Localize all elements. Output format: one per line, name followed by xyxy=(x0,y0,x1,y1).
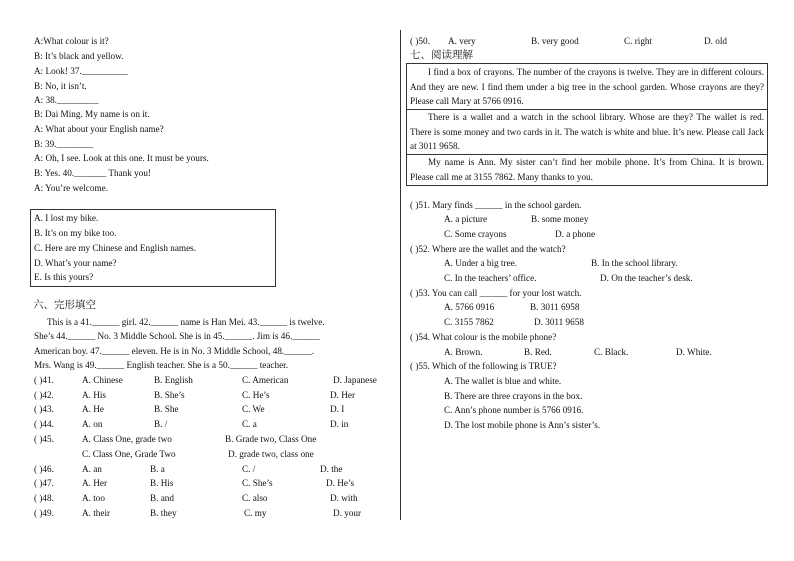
option-d: D. Her xyxy=(330,390,356,400)
option-d: D. your xyxy=(333,508,362,518)
question-number: ( )44. xyxy=(34,419,54,429)
question-number: ( )49. xyxy=(34,508,54,518)
option-b: B. very good xyxy=(531,36,579,46)
dialogue-line: A: Oh, I see. Look at this one. It must be yours. xyxy=(34,153,209,163)
option-d: D. the xyxy=(320,464,343,474)
option-c: C. Black. xyxy=(594,347,629,357)
question-number: ( )42. xyxy=(34,390,54,400)
option-d: D. On the teacher’s desk. xyxy=(600,273,693,283)
section-6-heading: 六、完形填空 xyxy=(33,299,96,311)
option-d: D. with xyxy=(330,493,358,503)
option-c: C. She’s xyxy=(242,478,273,488)
question-number: ( )48. xyxy=(34,493,54,503)
cloze-line: She’s 44.______ No. 3 Middle School. She is in 45.______. Jim is 46.______ xyxy=(34,331,320,341)
option-d: D. The lost mobile phone is Ann’s sister’s. xyxy=(444,420,601,430)
option-d: D. I xyxy=(330,404,345,414)
option-c: C. Class One, Grade Two xyxy=(82,449,176,459)
option-c: C. also xyxy=(242,493,268,503)
option-b: B. His xyxy=(150,478,174,488)
option-d: D. old xyxy=(704,36,727,46)
option-a: A. The wallet is blue and white. xyxy=(444,376,562,386)
question-stem: ( )53. You can call ______ for your lost watch. xyxy=(410,288,582,298)
question-number: ( )47. xyxy=(34,478,54,488)
option-b: B. English xyxy=(154,375,193,385)
option-d: D. Japanese xyxy=(333,375,377,385)
option-a: A. an xyxy=(82,464,102,474)
question-number: ( )45. xyxy=(34,434,54,444)
option-d: D. grade two, class one xyxy=(228,449,314,459)
option-c: C. American xyxy=(242,375,289,385)
option-b: B. and xyxy=(150,493,174,503)
question-stem: ( )52. Where are the wallet and the watch? xyxy=(410,244,566,254)
passage-2: There is a wallet and a watch in the school library. Whose are they? The wallet is red. There is some money and two cards in it. The watch is white and blue. It’s new. Please call Jack at 3011 9658. xyxy=(410,112,764,152)
reading-passages-box xyxy=(406,63,768,186)
option-c: C. my xyxy=(244,508,267,518)
option-item: B. It’s on my bike too. xyxy=(34,228,117,238)
question-number: ( )50. xyxy=(410,36,430,46)
option-b: B. She xyxy=(154,404,179,414)
question-stem: ( )54. What colour is the mobile phone? xyxy=(410,332,557,342)
option-c: C. Ann’s phone number is 5766 0916. xyxy=(444,405,584,415)
cloze-line: This is a 41.______ girl. 42.______ name is Han Mei. 43.______ is twelve. xyxy=(47,317,325,327)
option-d: D. 3011 9658 xyxy=(534,317,584,327)
option-b: B. She’s xyxy=(154,390,185,400)
option-c: C. a xyxy=(242,419,257,429)
option-b: B. they xyxy=(150,508,177,518)
cloze-line: Mrs. Wang is 49.______ English teacher. She is a 50.______ teacher. xyxy=(34,360,288,370)
option-c: C. / xyxy=(242,464,256,474)
option-c: C. We xyxy=(242,404,265,414)
option-item: C. Here are my Chinese and English names. xyxy=(34,243,197,253)
option-a: A. Class One, grade two xyxy=(82,434,172,444)
dialogue-line: B: It’s black and yellow. xyxy=(34,51,124,61)
dialogue-line: B: Dai Ming. My name is on it. xyxy=(34,109,150,119)
option-b: B. There are three crayons in the box. xyxy=(444,391,583,401)
option-a: A. Her xyxy=(82,478,108,488)
dialogue-line: B: No, it isn’t. xyxy=(34,81,87,91)
option-b: B. Grade two, Class One xyxy=(225,434,317,444)
option-b: B. In the school library. xyxy=(591,258,678,268)
question-number: ( )43. xyxy=(34,404,54,414)
option-a: A. His xyxy=(82,390,106,400)
option-a: A. on xyxy=(82,419,103,429)
option-c: C. He’s xyxy=(242,390,270,400)
option-c: C. In the teachers’ office. xyxy=(444,273,537,283)
option-c: C. 3155 7862 xyxy=(444,317,494,327)
cloze-line: American boy. 47.______ eleven. He is in No. 3 Middle School, 48.______. xyxy=(34,346,315,356)
option-a: A. very xyxy=(448,36,476,46)
question-number: ( )41. xyxy=(34,375,54,385)
option-b: B. / xyxy=(154,419,168,429)
option-d: D. a phone xyxy=(555,229,596,239)
option-a: A. 5766 0916 xyxy=(444,302,495,312)
option-b: B. Red. xyxy=(524,347,552,357)
question-stem: ( )55. Which of the following is TRUE? xyxy=(410,361,557,371)
option-a: A. He xyxy=(82,404,104,414)
dialogue-line: A: 38._________ xyxy=(34,95,99,105)
options-box xyxy=(30,209,276,287)
option-b: B. some money xyxy=(531,214,589,224)
option-d: D. White. xyxy=(676,347,712,357)
passage-1: I find a box of crayons. The number of the crayons is twelve. They are in different colours. And they are new. I find them under a big tree in the school garden. Whose crayons are they? Please call Mary at 5766 0916. xyxy=(410,67,764,107)
dialogue-line: A: What about your English name? xyxy=(34,124,164,134)
option-item: E. Is this yours? xyxy=(34,272,94,282)
question-stem: ( )51. Mary finds ______ in the school garden. xyxy=(410,200,582,210)
option-c: C. Some crayons xyxy=(444,229,507,239)
option-a: A. Brown. xyxy=(444,347,483,357)
option-a: A. their xyxy=(82,508,111,518)
section-7-heading: 七、阅读理解 xyxy=(410,49,473,61)
option-a: A. a picture xyxy=(444,214,488,224)
option-d: D. in xyxy=(330,419,349,429)
dialogue-line: A: Look! 37.__________ xyxy=(34,66,128,76)
option-b: B. 3011 6958 xyxy=(530,302,580,312)
passage-3: My name is Ann. My sister can’t find her mobile phone. It’s from China. It is brown. Please call me at 3155 7862. Many thanks to you. xyxy=(410,157,764,182)
option-a: A. Under a big tree. xyxy=(444,258,517,268)
dialogue-line: B: 39.________ xyxy=(34,139,94,149)
dialogue-line: A:What colour is it? xyxy=(34,36,109,46)
option-a: A. Chinese xyxy=(82,375,123,385)
option-c: C. right xyxy=(624,36,653,46)
option-a: A. too xyxy=(82,493,105,503)
column-divider xyxy=(400,30,401,520)
option-d: D. He’s xyxy=(326,478,355,488)
dialogue-line: A: You’re welcome. xyxy=(34,183,108,193)
option-b: B. a xyxy=(150,464,165,474)
option-item: A. I lost my bike. xyxy=(34,213,99,223)
option-item: D. What’s your name? xyxy=(34,258,117,268)
dialogue-line: B: Yes. 40._______ Thank you! xyxy=(34,168,151,178)
question-number: ( )46. xyxy=(34,464,54,474)
